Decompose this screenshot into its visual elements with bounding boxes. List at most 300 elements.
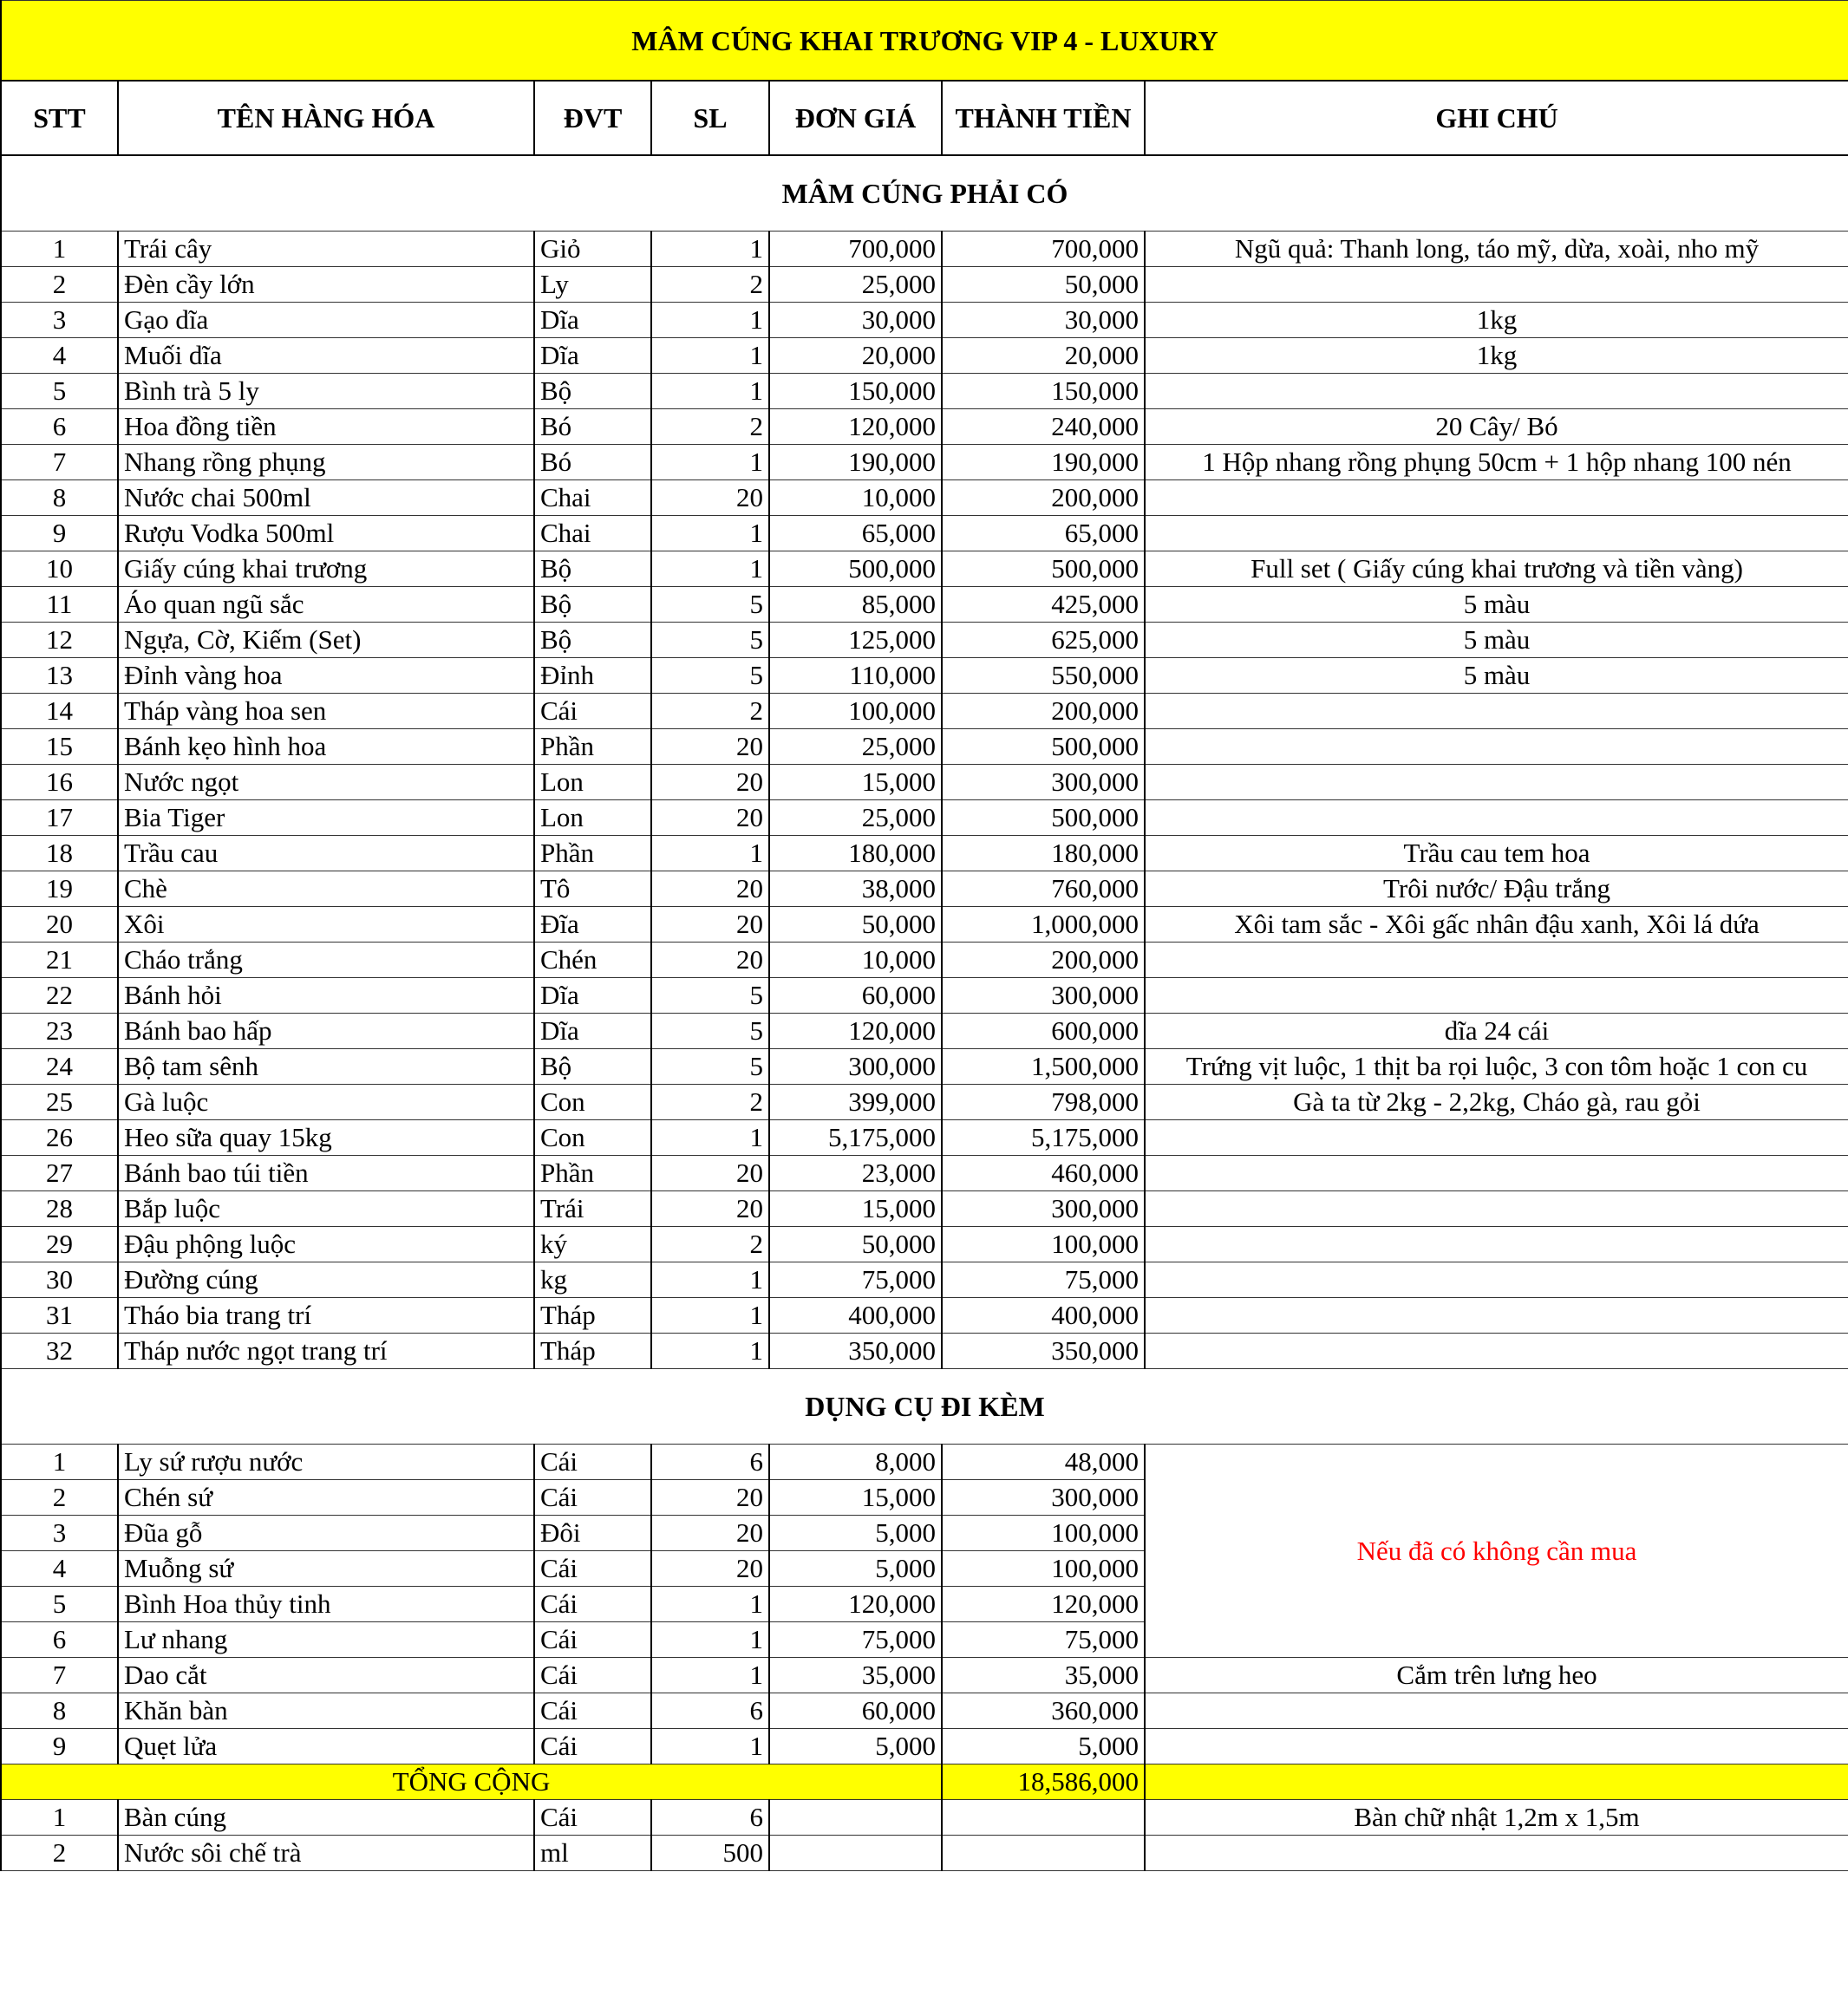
cell-note: Trôi nước/ Đậu trắng xyxy=(1145,871,1848,907)
cell-unit: Cái xyxy=(534,1445,651,1480)
cell-name: Đậu phộng luộc xyxy=(118,1227,534,1262)
table-row xyxy=(1,480,1848,516)
cell-name: Rượu Vodka 500ml xyxy=(118,516,534,551)
cell-stt: 3 xyxy=(1,303,118,338)
cell-unit-price: 25,000 xyxy=(769,267,942,303)
cell-unit: Đôi xyxy=(534,1516,651,1551)
cell-unit: ml xyxy=(534,1836,651,1871)
cell-unit-price: 400,000 xyxy=(769,1298,942,1334)
cell-unit: Cái xyxy=(534,1551,651,1587)
table-row xyxy=(1,1014,1848,1049)
cell-amount: 625,000 xyxy=(942,623,1145,658)
cell-name: Lư nhang xyxy=(118,1622,534,1658)
table-row xyxy=(1,1227,1848,1262)
cell-name: Đỉnh vàng hoa xyxy=(118,658,534,694)
cell-unit-price: 100,000 xyxy=(769,694,942,729)
cell-unit-price: 60,000 xyxy=(769,978,942,1014)
table-row xyxy=(1,587,1848,623)
cell-stt: 2 xyxy=(1,1480,118,1516)
cell-stt: 11 xyxy=(1,587,118,623)
cell-stt: 16 xyxy=(1,765,118,800)
cell-qty: 1 xyxy=(651,551,769,587)
cell-name: Heo sữa quay 15kg xyxy=(118,1120,534,1156)
table-row xyxy=(1,1800,1848,1836)
cell-qty: 2 xyxy=(651,1227,769,1262)
table-row xyxy=(1,1120,1848,1156)
cell-stt: 30 xyxy=(1,1262,118,1298)
cell-unit-price: 25,000 xyxy=(769,800,942,836)
cell-note xyxy=(1145,516,1848,551)
cell-amount: 240,000 xyxy=(942,409,1145,445)
table-row xyxy=(1,303,1848,338)
cell-stt: 2 xyxy=(1,267,118,303)
cell-unit: Bộ xyxy=(534,1049,651,1085)
cell-amount: 75,000 xyxy=(942,1262,1145,1298)
cell-qty: 1 xyxy=(651,303,769,338)
cell-amount: 100,000 xyxy=(942,1551,1145,1587)
cell-qty: 5 xyxy=(651,1014,769,1049)
cell-amount: 180,000 xyxy=(942,836,1145,871)
cell-amount: 500,000 xyxy=(942,551,1145,587)
table-row xyxy=(1,836,1848,871)
cell-stt: 6 xyxy=(1,1622,118,1658)
cell-note: 1kg xyxy=(1145,303,1848,338)
cell-unit: Con xyxy=(534,1085,651,1120)
cell-name: Nước ngọt xyxy=(118,765,534,800)
cell-note xyxy=(1145,694,1848,729)
cell-amount: 150,000 xyxy=(942,374,1145,409)
cell-amount: 600,000 xyxy=(942,1014,1145,1049)
cell-amount: 190,000 xyxy=(942,445,1145,480)
cell-stt: 3 xyxy=(1,1516,118,1551)
table-row xyxy=(1,658,1848,694)
table-row xyxy=(1,1262,1848,1298)
cell-unit: Chai xyxy=(534,480,651,516)
cell-unit-price: 110,000 xyxy=(769,658,942,694)
cell-name: Đường cúng xyxy=(118,1262,534,1298)
cell-amount: 500,000 xyxy=(942,729,1145,765)
cell-note xyxy=(1145,1729,1848,1764)
cell-stt: 15 xyxy=(1,729,118,765)
cell-unit: Bộ xyxy=(534,551,651,587)
cell-stt: 7 xyxy=(1,1658,118,1693)
cell-unit-price: 30,000 xyxy=(769,303,942,338)
cell-name: Bánh bao túi tiền xyxy=(118,1156,534,1191)
cell-name: Bia Tiger xyxy=(118,800,534,836)
cell-stt: 22 xyxy=(1,978,118,1014)
cell-amount: 20,000 xyxy=(942,338,1145,374)
cell-qty: 20 xyxy=(651,871,769,907)
table-row xyxy=(1,907,1848,943)
cell-unit-price: 75,000 xyxy=(769,1262,942,1298)
cell-qty: 1 xyxy=(651,232,769,267)
cell-amount: 300,000 xyxy=(942,1191,1145,1227)
cell-unit: Đĩa xyxy=(534,907,651,943)
cell-unit: Dĩa xyxy=(534,1014,651,1049)
cell-stt: 17 xyxy=(1,800,118,836)
cell-name: Giấy cúng khai trương xyxy=(118,551,534,587)
table-row xyxy=(1,232,1848,267)
cell-unit-price: 10,000 xyxy=(769,943,942,978)
cell-note: Trứng vịt luộc, 1 thịt ba rọi luộc, 3 con tôm hoặc 1 con cu xyxy=(1145,1049,1848,1085)
cell-name: Ngựa, Cờ, Kiếm (Set) xyxy=(118,623,534,658)
cell-qty: 20 xyxy=(651,1551,769,1587)
cell-stt: 28 xyxy=(1,1191,118,1227)
table-row xyxy=(1,1049,1848,1085)
cell-stt: 9 xyxy=(1,1729,118,1764)
cell-stt: 9 xyxy=(1,516,118,551)
table-row xyxy=(1,1156,1848,1191)
cell-note xyxy=(1145,1334,1848,1369)
cell-unit: Cái xyxy=(534,1480,651,1516)
cell-note xyxy=(1145,765,1848,800)
cell-qty: 20 xyxy=(651,729,769,765)
section-header xyxy=(1,1369,1848,1445)
table-title: MÂM CÚNG KHAI TRƯƠNG VIP 4 - LUXURY xyxy=(1,1,1848,82)
cell-stt: 6 xyxy=(1,409,118,445)
cell-amount: 760,000 xyxy=(942,871,1145,907)
header-unit-price: ĐƠN GIÁ xyxy=(769,81,942,155)
cell-name: Chè xyxy=(118,871,534,907)
cell-qty: 1 xyxy=(651,1334,769,1369)
cell-stt: 12 xyxy=(1,623,118,658)
cell-name: Bộ tam sênh xyxy=(118,1049,534,1085)
table-row xyxy=(1,1191,1848,1227)
cell-unit: Bộ xyxy=(534,587,651,623)
cell-note xyxy=(1145,1156,1848,1191)
cell-unit-price: 15,000 xyxy=(769,1480,942,1516)
cell-qty: 5 xyxy=(651,623,769,658)
header-qty: SL xyxy=(651,81,769,155)
cell-amount: 700,000 xyxy=(942,232,1145,267)
table-row xyxy=(1,1298,1848,1334)
cell-unit-price: 25,000 xyxy=(769,729,942,765)
cell-name: Quẹt lửa xyxy=(118,1729,534,1764)
cell-name: Bánh bao hấp xyxy=(118,1014,534,1049)
cell-stt: 7 xyxy=(1,445,118,480)
cell-qty: 5 xyxy=(651,658,769,694)
cell-unit: Bó xyxy=(534,445,651,480)
cell-qty: 1 xyxy=(651,516,769,551)
cell-qty: 20 xyxy=(651,765,769,800)
cell-name: Bắp luộc xyxy=(118,1191,534,1227)
cell-name: Muối dĩa xyxy=(118,338,534,374)
cell-note xyxy=(1145,800,1848,836)
cell-note: Xôi tam sắc - Xôi gấc nhân đậu xanh, Xôi lá dứa xyxy=(1145,907,1848,943)
cell-stt: 23 xyxy=(1,1014,118,1049)
cell-unit: Dĩa xyxy=(534,978,651,1014)
cell-unit-price xyxy=(769,1800,942,1836)
cell-stt: 24 xyxy=(1,1049,118,1085)
cell-unit: Phần xyxy=(534,836,651,871)
cell-note: 5 màu xyxy=(1145,658,1848,694)
cell-name: Xôi xyxy=(118,907,534,943)
cell-note xyxy=(1145,978,1848,1014)
cell-unit: Cái xyxy=(534,1658,651,1693)
table-row xyxy=(1,1334,1848,1369)
section-header xyxy=(1,155,1848,232)
cell-amount: 1,500,000 xyxy=(942,1049,1145,1085)
cell-unit: Ly xyxy=(534,267,651,303)
cell-note: 5 màu xyxy=(1145,623,1848,658)
table-row xyxy=(1,765,1848,800)
cell-qty: 1 xyxy=(651,1622,769,1658)
cell-unit: ký xyxy=(534,1227,651,1262)
cell-note xyxy=(1145,1262,1848,1298)
cell-unit-price: 50,000 xyxy=(769,1227,942,1262)
cell-unit-price: 15,000 xyxy=(769,765,942,800)
cell-qty: 20 xyxy=(651,1480,769,1516)
cell-unit-price: 190,000 xyxy=(769,445,942,480)
cell-amount: 48,000 xyxy=(942,1445,1145,1480)
cell-stt: 1 xyxy=(1,232,118,267)
cell-stt: 5 xyxy=(1,374,118,409)
cell-unit-price: 399,000 xyxy=(769,1085,942,1120)
table-row xyxy=(1,409,1848,445)
cell-stt: 10 xyxy=(1,551,118,587)
header-amount: THÀNH TIỀN xyxy=(942,81,1145,155)
cell-unit-price: 300,000 xyxy=(769,1049,942,1085)
cell-qty: 1 xyxy=(651,1729,769,1764)
cell-qty: 20 xyxy=(651,1191,769,1227)
cell-stt: 5 xyxy=(1,1587,118,1622)
cell-unit-price: 125,000 xyxy=(769,623,942,658)
cell-unit-price: 5,175,000 xyxy=(769,1120,942,1156)
merged-note: Nếu đã có không cần mua xyxy=(1145,1445,1848,1658)
cell-unit-price: 50,000 xyxy=(769,907,942,943)
cell-name: Đèn cầy lớn xyxy=(118,267,534,303)
cell-note: Bàn chữ nhật 1,2m x 1,5m xyxy=(1145,1800,1848,1836)
cell-stt: 14 xyxy=(1,694,118,729)
cell-qty: 6 xyxy=(651,1800,769,1836)
table-row xyxy=(1,871,1848,907)
cell-stt: 20 xyxy=(1,907,118,943)
cell-unit-price: 150,000 xyxy=(769,374,942,409)
cell-note xyxy=(1145,1227,1848,1262)
cell-amount: 798,000 xyxy=(942,1085,1145,1120)
cell-stt: 25 xyxy=(1,1085,118,1120)
cell-qty: 1 xyxy=(651,836,769,871)
cell-qty: 1 xyxy=(651,1298,769,1334)
cell-note: Ngũ quả: Thanh long, táo mỹ, dừa, xoài, nho mỹ xyxy=(1145,232,1848,267)
table-row xyxy=(1,516,1848,551)
cell-qty: 2 xyxy=(651,1085,769,1120)
header-name: TÊN HÀNG HÓA xyxy=(118,81,534,155)
cell-qty: 500 xyxy=(651,1836,769,1871)
cell-note: dĩa 24 cái xyxy=(1145,1014,1848,1049)
cell-unit: Cái xyxy=(534,694,651,729)
total-label: TỔNG CỘNG xyxy=(1,1764,942,1800)
cell-name: Trái cây xyxy=(118,232,534,267)
table-row xyxy=(1,1836,1848,1871)
cell-name: Gà luộc xyxy=(118,1085,534,1120)
cell-stt: 8 xyxy=(1,480,118,516)
cell-name: Tháp vàng hoa sen xyxy=(118,694,534,729)
cell-name: Nhang rồng phụng xyxy=(118,445,534,480)
table-row xyxy=(1,445,1848,480)
cell-unit-price: 350,000 xyxy=(769,1334,942,1369)
cell-unit: Dĩa xyxy=(534,338,651,374)
cell-stt: 18 xyxy=(1,836,118,871)
cell-unit: Tô xyxy=(534,871,651,907)
cell-amount: 65,000 xyxy=(942,516,1145,551)
cell-stt: 27 xyxy=(1,1156,118,1191)
cell-stt: 4 xyxy=(1,1551,118,1587)
table-row xyxy=(1,943,1848,978)
cell-name: Khăn bàn xyxy=(118,1693,534,1729)
cell-qty: 1 xyxy=(651,1120,769,1156)
cell-unit-price: 20,000 xyxy=(769,338,942,374)
cell-name: Gạo dĩa xyxy=(118,303,534,338)
section-title: DỤNG CỤ ĐI KÈM xyxy=(1,1369,1848,1445)
cell-name: Tháo bia trang trí xyxy=(118,1298,534,1334)
cell-unit: Giỏ xyxy=(534,232,651,267)
cell-unit-price: 35,000 xyxy=(769,1658,942,1693)
cell-amount: 120,000 xyxy=(942,1587,1145,1622)
cell-unit: Bó xyxy=(534,409,651,445)
cell-qty: 1 xyxy=(651,338,769,374)
cell-amount: 550,000 xyxy=(942,658,1145,694)
table-row xyxy=(1,551,1848,587)
cell-qty: 2 xyxy=(651,267,769,303)
cell-note xyxy=(1145,374,1848,409)
cell-amount: 300,000 xyxy=(942,765,1145,800)
cell-qty: 20 xyxy=(651,800,769,836)
cell-unit: Chén xyxy=(534,943,651,978)
cell-unit-price: 8,000 xyxy=(769,1445,942,1480)
cell-stt: 26 xyxy=(1,1120,118,1156)
cell-unit-price: 700,000 xyxy=(769,232,942,267)
cell-name: Ly sứ rượu nước xyxy=(118,1445,534,1480)
cell-note: Trầu cau tem hoa xyxy=(1145,836,1848,871)
cell-note xyxy=(1145,943,1848,978)
cell-unit-price: 60,000 xyxy=(769,1693,942,1729)
cell-name: Trầu cau xyxy=(118,836,534,871)
cell-unit: Phần xyxy=(534,729,651,765)
table-row xyxy=(1,267,1848,303)
cell-note xyxy=(1145,267,1848,303)
cell-unit-price: 5,000 xyxy=(769,1551,942,1587)
cell-qty: 20 xyxy=(651,480,769,516)
cell-name: Bánh kẹo hình hoa xyxy=(118,729,534,765)
cell-unit-price: 85,000 xyxy=(769,587,942,623)
cell-amount: 200,000 xyxy=(942,943,1145,978)
cell-amount: 100,000 xyxy=(942,1516,1145,1551)
cell-note xyxy=(1145,1693,1848,1729)
cell-stt: 19 xyxy=(1,871,118,907)
cell-amount: 400,000 xyxy=(942,1298,1145,1334)
cell-stt: 8 xyxy=(1,1693,118,1729)
cell-unit-price: 38,000 xyxy=(769,871,942,907)
cell-name: Bánh hỏi xyxy=(118,978,534,1014)
cell-name: Nước sôi chế trà xyxy=(118,1836,534,1871)
cell-unit-price: 120,000 xyxy=(769,1014,942,1049)
cell-qty: 20 xyxy=(651,943,769,978)
cell-unit-price: 65,000 xyxy=(769,516,942,551)
cell-amount: 360,000 xyxy=(942,1693,1145,1729)
cell-name: Cháo trắng xyxy=(118,943,534,978)
cell-qty: 5 xyxy=(651,587,769,623)
cell-unit: Cái xyxy=(534,1729,651,1764)
cell-unit: Đỉnh xyxy=(534,658,651,694)
table-row xyxy=(1,1085,1848,1120)
cell-unit: Chai xyxy=(534,516,651,551)
cell-note: Gà ta từ 2kg - 2,2kg, Cháo gà, rau gỏi xyxy=(1145,1085,1848,1120)
cell-stt: 1 xyxy=(1,1800,118,1836)
table-row xyxy=(1,978,1848,1014)
cell-qty: 20 xyxy=(651,1156,769,1191)
cell-note: Full set ( Giấy cúng khai trương và tiền vàng) xyxy=(1145,551,1848,587)
cell-amount: 200,000 xyxy=(942,480,1145,516)
cell-qty: 6 xyxy=(651,1693,769,1729)
cell-qty: 6 xyxy=(651,1445,769,1480)
cell-unit-price: 5,000 xyxy=(769,1729,942,1764)
cell-note xyxy=(1145,1120,1848,1156)
cell-unit: Bộ xyxy=(534,374,651,409)
total-note xyxy=(1145,1764,1848,1800)
cell-stt: 21 xyxy=(1,943,118,978)
cell-unit-price: 75,000 xyxy=(769,1622,942,1658)
cell-qty: 1 xyxy=(651,1658,769,1693)
cell-qty: 5 xyxy=(651,978,769,1014)
table-row xyxy=(1,1445,1848,1480)
cell-name: Bình trà 5 ly xyxy=(118,374,534,409)
cell-note: 1kg xyxy=(1145,338,1848,374)
cell-unit: Cái xyxy=(534,1587,651,1622)
table-row xyxy=(1,1729,1848,1764)
cell-note: 5 màu xyxy=(1145,587,1848,623)
cell-unit: Lon xyxy=(534,765,651,800)
table-row xyxy=(1,729,1848,765)
cell-unit: Cái xyxy=(534,1693,651,1729)
cell-name: Hoa đồng tiền xyxy=(118,409,534,445)
total-value: 18,586,000 xyxy=(942,1764,1145,1800)
cell-unit: Cái xyxy=(534,1622,651,1658)
cell-note: Cắm trên lưng heo xyxy=(1145,1658,1848,1693)
table-row xyxy=(1,623,1848,658)
cell-amount: 100,000 xyxy=(942,1227,1145,1262)
cell-unit: Bộ xyxy=(534,623,651,658)
cell-qty: 20 xyxy=(651,907,769,943)
cell-qty: 5 xyxy=(651,1049,769,1085)
cell-name: Nước chai 500ml xyxy=(118,480,534,516)
cell-unit: Dĩa xyxy=(534,303,651,338)
cell-note xyxy=(1145,1191,1848,1227)
cell-note: 1 Hộp nhang rồng phụng 50cm + 1 hộp nhang 100 nén xyxy=(1145,445,1848,480)
cell-name: Dao cắt xyxy=(118,1658,534,1693)
cell-stt: 13 xyxy=(1,658,118,694)
header-note: GHI CHÚ xyxy=(1145,81,1848,155)
cell-amount xyxy=(942,1800,1145,1836)
cell-qty: 2 xyxy=(651,409,769,445)
table-row xyxy=(1,800,1848,836)
cell-stt: 4 xyxy=(1,338,118,374)
cell-name: Bình Hoa thủy tinh xyxy=(118,1587,534,1622)
header-stt: STT xyxy=(1,81,118,155)
table-row xyxy=(1,374,1848,409)
cell-amount: 300,000 xyxy=(942,1480,1145,1516)
cell-amount: 5,000 xyxy=(942,1729,1145,1764)
cell-name: Bàn cúng xyxy=(118,1800,534,1836)
cell-amount: 75,000 xyxy=(942,1622,1145,1658)
header-unit: ĐVT xyxy=(534,81,651,155)
cell-note xyxy=(1145,729,1848,765)
cell-unit: Trái xyxy=(534,1191,651,1227)
cell-stt: 2 xyxy=(1,1836,118,1871)
cell-name: Đũa gỗ xyxy=(118,1516,534,1551)
cell-qty: 1 xyxy=(651,1587,769,1622)
cell-note xyxy=(1145,1298,1848,1334)
